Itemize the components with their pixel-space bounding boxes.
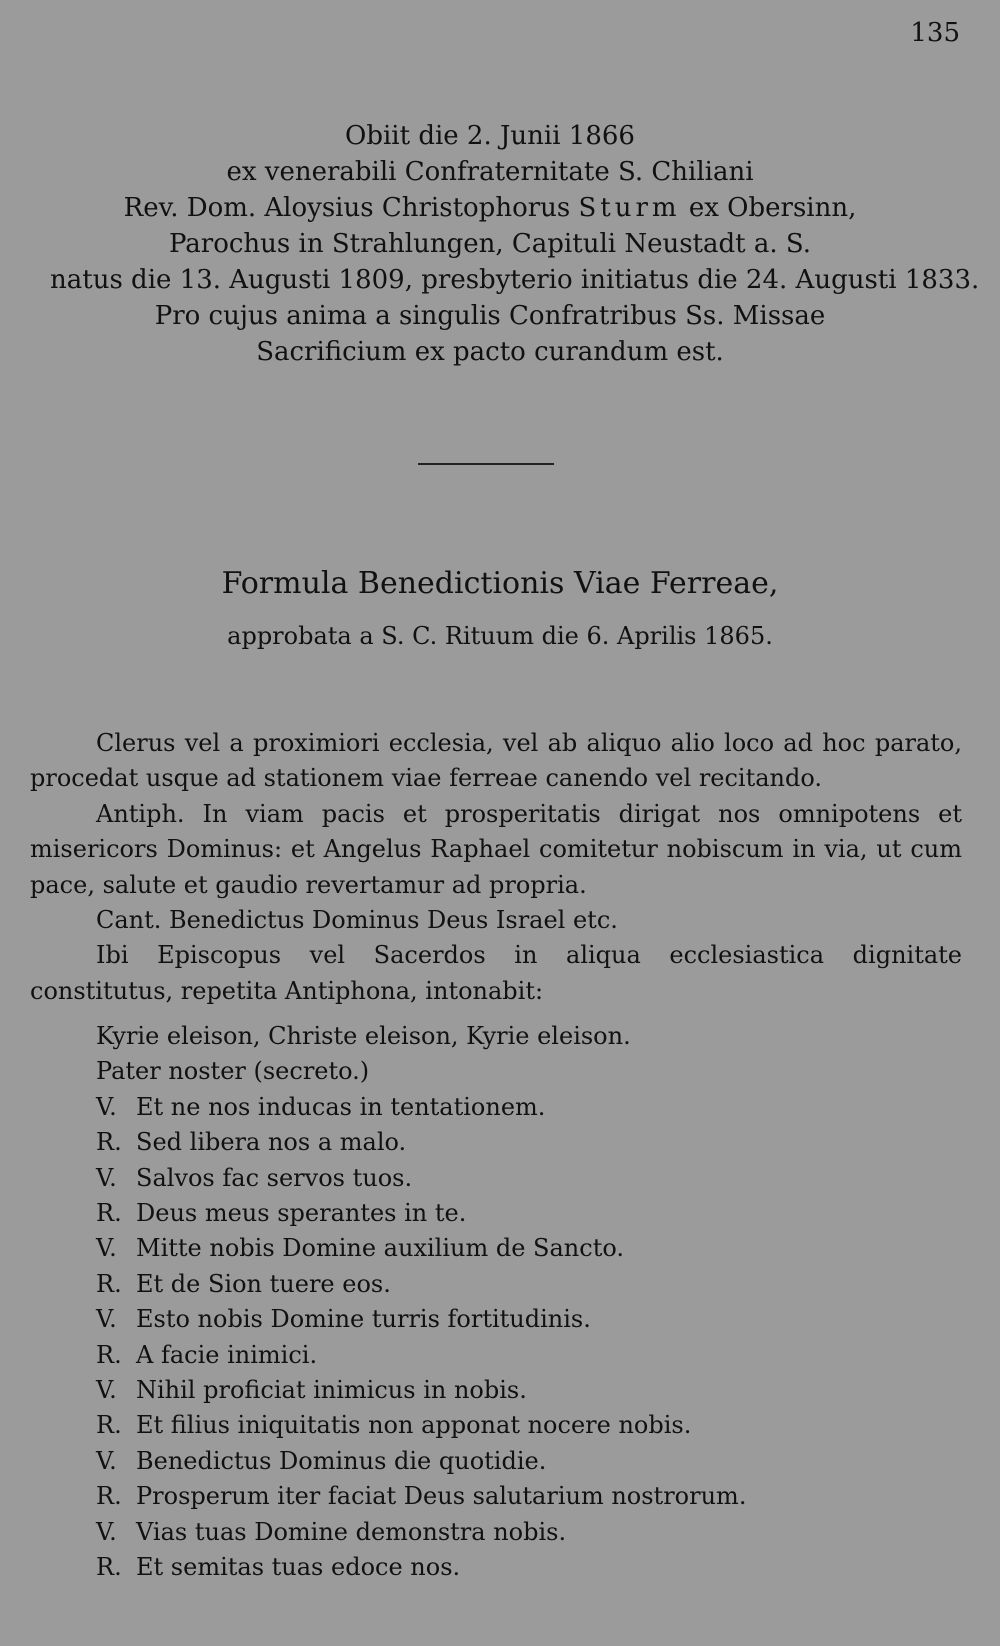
versicle-label: V. xyxy=(96,1376,117,1405)
versicle-label: R. xyxy=(96,1482,122,1511)
versicle-line xyxy=(96,1196,956,1231)
versicle-text: Benedictus Dominus die quotidie. xyxy=(136,1446,547,1475)
versicle-label: V. xyxy=(96,1517,117,1546)
obituary-line: natus die 13. Augusti 1809, presbyterio initiatus die 24. Augusti 1833. xyxy=(50,265,980,295)
obituary-line: Sacrificium ex pacto curandum est. xyxy=(256,337,724,367)
name-suffix: ex Obersinn, xyxy=(680,193,857,223)
versicle-text: Salvos fac servos tuos. xyxy=(136,1163,413,1192)
versicle-line xyxy=(96,1373,956,1408)
section-divider xyxy=(418,463,554,465)
prayer-responses xyxy=(96,1019,956,1586)
versicle-line xyxy=(96,1444,956,1479)
paragraph: Antiph. In viam pacis et prosperitatis dirigat nos omnipotens et misericors Dominus: et Angelus Raphael comitetur nobiscum in via, ut cum pace, salute et gaudio revertamur ad propria. xyxy=(30,799,962,899)
versicle-text: Deus meus sperantes in te. xyxy=(136,1199,467,1228)
versicle-label: V. xyxy=(96,1305,117,1334)
versicle-label: R. xyxy=(96,1199,122,1228)
versicle-label: V. xyxy=(96,1163,117,1192)
versicle-line xyxy=(96,1161,956,1196)
versicle-text: Et semitas tuas edoce nos. xyxy=(136,1553,461,1582)
versicle-label: R. xyxy=(96,1553,122,1582)
obituary-line: ex venerabili Confraternitate S. Chiliani xyxy=(226,157,754,187)
versicle-line xyxy=(96,1267,956,1302)
formula-subtitle: approbata a S. C. Rituum die 6. Aprilis 1865. xyxy=(227,622,773,650)
pater-line: Pater noster (secreto.) xyxy=(96,1057,370,1086)
versicle-label: V. xyxy=(96,1092,117,1121)
versicle-label: V. xyxy=(96,1234,117,1263)
obituary-line: Parochus in Strahlungen, Capituli Neustadt a. S. xyxy=(168,229,812,259)
obituary-line: Obiit die 2. Junii 1866 xyxy=(345,121,635,151)
paragraph: Clerus vel a proximiori ecclesia, vel ab aliquo alio loco ad hoc parato, procedat usque ad stationem viae ferreae canendo vel recitando. xyxy=(30,729,962,793)
obituary-line: Pro cujus anima a singulis Confratribus Ss. Missae xyxy=(154,301,826,331)
page-number: 135 xyxy=(910,18,960,48)
versicle-text: Et filius iniquitatis non apponat nocere nobis. xyxy=(136,1411,692,1440)
paragraph: Cant. Benedictus Dominus Deus Israel etc. xyxy=(96,906,618,935)
versicle-text: Et ne nos inducas in tentationem. xyxy=(136,1092,546,1121)
surname: Sturm xyxy=(578,193,681,223)
versicle-text: Esto nobis Domine turris fortitudinis. xyxy=(136,1305,591,1334)
versicle-line xyxy=(96,1408,956,1443)
versicle-text: Et de Sion tuere eos. xyxy=(136,1269,391,1298)
versicle-line xyxy=(96,1479,956,1514)
kyrie-line: Kyrie eleison, Christe eleison, Kyrie eleison. xyxy=(96,1022,631,1050)
name-prefix: Rev. Dom. Aloysius Christophorus xyxy=(123,193,579,223)
formula-title: Formula Benedictionis Viae Ferreae, xyxy=(221,566,779,601)
versicle-label: R. xyxy=(96,1411,122,1440)
versicle-line xyxy=(96,1302,956,1337)
versicle-label: R. xyxy=(96,1128,122,1157)
versicle-text: Prosperum iter faciat Deus salutarium nostrorum. xyxy=(136,1482,747,1511)
versicle-text: Mitte nobis Domine auxilium de Sancto. xyxy=(136,1234,624,1263)
obituary-notice xyxy=(50,118,980,370)
versicle-line xyxy=(96,1515,956,1550)
versicle-line xyxy=(96,1090,956,1125)
versicle-line xyxy=(96,1125,956,1160)
versicle-text: Vias tuas Domine demonstra nobis. xyxy=(136,1517,567,1546)
obituary-name-line xyxy=(50,190,930,226)
versicle-text: A facie inimici. xyxy=(136,1340,318,1369)
versicle-text: Sed libera nos a malo. xyxy=(136,1128,407,1157)
versicle-text: Nihil proficiat inimicus in nobis. xyxy=(136,1376,527,1405)
versicle-label: R. xyxy=(96,1340,122,1369)
versicle-line xyxy=(96,1338,956,1373)
rubric-text xyxy=(30,726,962,1009)
versicle-label: V. xyxy=(96,1446,117,1475)
paragraph: Ibi Episcopus vel Sacerdos in aliqua ecclesiastica dignitate constitutus, repetita Antiphona, intonabit: xyxy=(30,941,962,1005)
versicle-line xyxy=(96,1550,956,1585)
versicle-line xyxy=(96,1231,956,1266)
versicle-label: R. xyxy=(96,1269,122,1298)
